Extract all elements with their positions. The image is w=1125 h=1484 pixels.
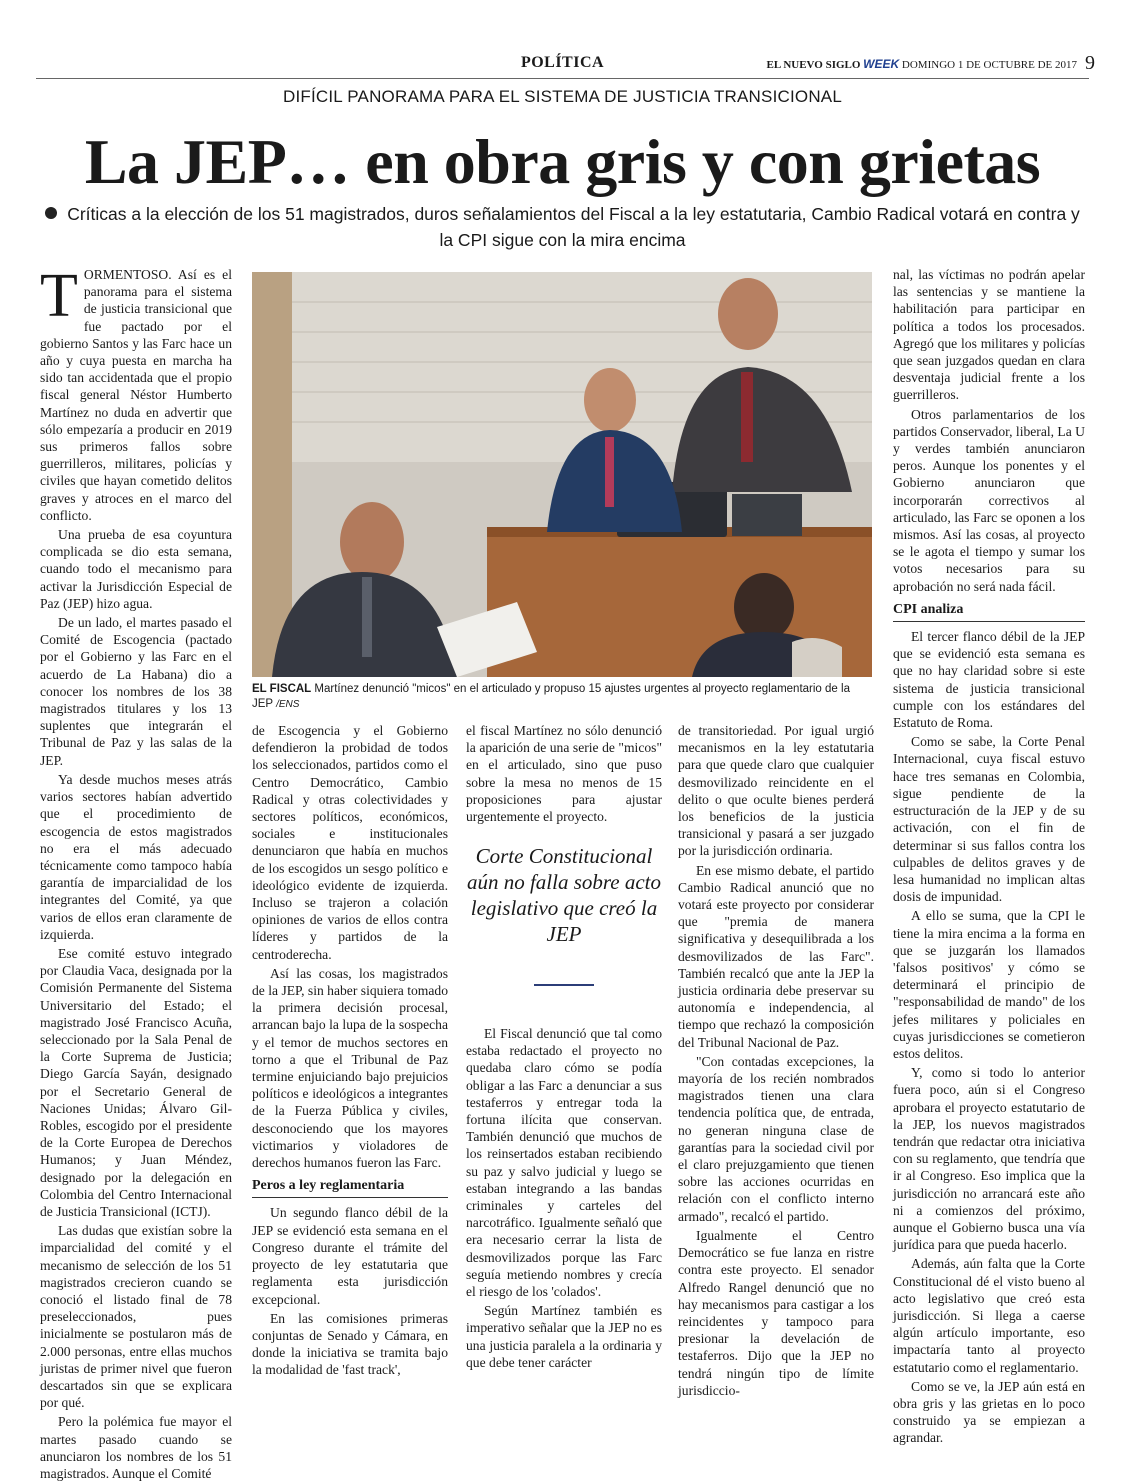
paragraph: de Escogencia y el Gobierno defendieron la probidad de todos los seleccionados, partidos como el Centro Democrático, Cambio Radical y otras colectividades y sectores políticos, económicos, sociales e institucionales denunciaron que había en muchos de los escogidos un sesgo político e ideológico evidente de izquierda. Incluso se trajeron a colación opiniones de varios de ellos contra líderes y partidos de la centroderecha. (252, 723, 448, 962)
column-5 (893, 266, 1085, 1449)
paragraph: Como se ve, la JEP aún está en obra gris y las grietas en lo poco construido ya se empiezan a agrandar. (893, 1378, 1085, 1446)
paragraph: de transitoriedad. Por igual urgió mecanismos en la ley estatutaria para que quede claro que cualquier desmovilizado reincidente en el delito o que oculte bienes perderá los beneficios de la justicia transicional y pasará a ser juzgado por la jurisdicción ordinaria. (678, 723, 874, 859)
subhead: CPI analiza (893, 601, 1085, 622)
column-4 (678, 722, 874, 1401)
paragraph: El tercer flanco débil de la JEP que se evidenció esta semana es que no hay claridad sobre si este sistema de justicia transicional cumple con los estándares del Estatuto de Roma. (893, 629, 1085, 731)
paragraph: Otros parlamentarios de los partidos Conservador, liberal, La U y verdes también anunciaron peros. Aunque los ponentes y el Gobierno anunciaron que incorporarán correctivos al articulado, las Farc se oponen a los mismos. Así las cosas, al proyecto se le agota el tiempo y sumar los votos necesarios para su aprobación no será nada fácil. (893, 406, 1085, 594)
photo-credit: /ENS (276, 699, 300, 710)
caption-label: EL FISCAL (252, 683, 312, 695)
paragraph: El Fiscal denunció que tal como estaba redactado el proyecto no quedaba claro cómo se podía obligar a las Farc a denunciar a sus testaferros y entregar toda la fortuna ilícita que conservan. También denunció que muchos de los reinsertados estaban recibiendo su paz y salvo judicial y luego se estaban integrando a las bandas criminales y carteles del narcotráfico. Igualmente señaló que era necesario cerrar la lista de desmovilizados porque las Farc seguía metiendo nombres y crecía el riesgo de los 'colados'. (466, 1026, 662, 1300)
section-label: POLÍTICA (520, 54, 605, 71)
paragraph: A ello se suma, que la CPI le tiene la mira encima a la forma en que se juzgarán los llamados 'falsos positivos' y cómo se determinará el principio de "responsabilidad de mando" de los jefes militares y policiales en cuyas jurisdicciones se cometieron estos delitos. (893, 908, 1085, 1061)
page-number: 9 (1085, 52, 1095, 74)
paragraph: "Con contadas excepciones, la mayoría de los recién nombrados magistrados tienen una clara tendencia política que, de entrada, no generan ninguna clase de garantías para la sociedad civil por el claro prejuzgamiento que tienen sobre las acciones ocurridas en relación con el conflicto interno armado", recalcó el partido. (678, 1053, 874, 1224)
column-1 (40, 262, 232, 1484)
paragraph: De un lado, el martes pasado el Comité de Escogencia (pactado por el Gobierno y las Farc en el acuerdo de La Habana) dio a conocer los nombres de los 38 magistrados titulares y los 13 suplentes que integrarán el Tribunal de Paz y las salas de la JEP. (40, 615, 232, 768)
header-rule (36, 78, 1089, 79)
caption-text: Martínez denunció "micos" en el articulado y propuso 15 ajustes urgentes al proyecto reglamentario de la JEP (252, 683, 850, 710)
photo (252, 272, 872, 677)
paragraph: Como se sabe, la Corte Penal Internacional, cuya fiscal estuvo hace tres semanas en Colombia, sigue pendiente de la estructuración de la JEP y de su activación, con el fin de determinar si sus fallos contra los culpables de delitos graves y de lesa humanidad no implican altas dosis de impunidad. (893, 734, 1085, 905)
headline: La JEP… en obra gris y con grietas (84, 126, 1041, 197)
bullet-icon (45, 207, 57, 219)
pull-quote-rule (534, 984, 594, 986)
newspaper-name: EL NUEVO SIGLO (766, 59, 861, 71)
edition-name: WEEK (863, 57, 900, 71)
drop-cap: T (40, 262, 78, 330)
paragraph: Pero la polémica fue mayor el martes pasado cuando se anunciaron los nombres de los 51 magistrados. Aunque el Comité (40, 1414, 232, 1482)
pull-quote: Corte Constitucional aún no falla sobre acto legislativo que creó la JEP (466, 844, 662, 946)
paragraph: Ya desde muchos meses atrás varios sectores habían advertido que el procedimiento de escogencia de estos magistrados no era el más adecuado técnicamente como tampoco había garantía de imparcialidad de los integrantes del Comité, ya que varios de ellos eran claramente de izquierda. (40, 771, 232, 942)
paragraph: Igualmente el Centro Democrático se fue lanza en ristre contra este proyecto. El senador Alfredo Rangel denunció que no hay mecanismos para castigar a los reincidentes y tampoco para presionar la develación de testaferros. Dijo que la JEP no tendrá ningún tipo de límite jurisdiccio- (678, 1227, 874, 1398)
column-2 (252, 722, 448, 1381)
column-3-continued (466, 1025, 662, 1373)
column-3 (466, 722, 662, 827)
paragraph: Según Martínez también es imperativo señalar que la JEP no es una justicia paralela a la ordinaria y que debe tener carácter (466, 1303, 662, 1370)
paragraph: Además, aún falta que la Corte Constitucional dé el visto bueno al acto legislativo que creó esta jurisdicción. Si llega a caerse algún artículo importante, eso impactaría tanto al proyecto estatutario como el reglamentario. (893, 1256, 1085, 1375)
paragraph: En ese mismo debate, el partido Cambio Radical anunció que no votará este proyecto por considerar que "premia de manera significativa y desequilibrada a los desmovilizados de las Farc". También recalcó que ante la JEP la justicia ordinaria debe preservar su autonomía e independencia, al tiempo que rechazó la composición del Tribunal Nacional de Paz. (678, 862, 874, 1050)
paragraph: Las dudas que existían sobre la imparcialidad del comité y el mecanismo de selección de los 51 magistrados crecieron cuando se conoció el listado final de 78 preseleccionados, pues inicialmente se postularon más de 2.000 personas, entre ellas muchos juristas de primer nivel que fueron descartados sin que se explicara por qué. (40, 1223, 232, 1411)
masthead-line (767, 57, 1078, 71)
deck (40, 201, 1085, 253)
paragraph: En las comisiones primeras conjuntas de Senado y Cámara, en donde la iniciativa se tramita bajo la modalidad de 'fast track', (252, 1310, 448, 1378)
photo-caption (252, 682, 872, 712)
deck-text: Críticas a la elección de los 51 magistrados, duros señalamientos del Fiscal a la ley estatutaria, Cambio Radical votará en contra y la CPI sigue con la mira encima (67, 204, 1080, 250)
paragraph: Así las cosas, los magistrados de la JEP, sin haber siquiera tomado la primera decisión procesal, arrancan bajo la lupa de la sospecha y el temor de muchos sectores en torno a que el Tribunal de Paz termine enjuiciando bajo prejuicios políticos e ideológicos a integrantes de la Fuerza Pública y civiles, desconociendo que los mayores victimarios y violadores de derechos humanos fueron las Farc. (252, 965, 448, 1171)
paragraph: Un segundo flanco débil de la JEP se evidenció esta semana en el Congreso durante el trámite del proyecto de ley estatutaria que reglamenta esta jurisdicción excepcional. (252, 1205, 448, 1307)
paragraph: el fiscal Martínez no sólo denunció la aparición de una serie de "micos" en el articulado, sino que puso sobre la mesa no menos de 15 proposiciones para ajustar urgentemente el proyecto. (466, 723, 662, 825)
kicker: DIFÍCIL PANORAMA PARA EL SISTEMA DE JUSTICIA TRANSICIONAL (283, 87, 842, 106)
paragraph: Ese comité estuvo integrado por Claudia Vaca, designada por la Comisión Permanente del Sistema Universitario del Estado; el magistrado José Francisco Acuña, seleccionado por la Sala Penal de la Corte Suprema de Justicia; Diego García Sayán, designado por el Secretario General de Naciones Unidas; Álvaro Gil-Robles, escogido por el presidente de la Corte Europea de Derechos Humanos; y Juan Méndez, designado por la delegación en Colombia del Centro Internacional de Justicia Transicional (ICTJ). (40, 945, 232, 1219)
subhead: Peros a ley reglamentaria (252, 1177, 448, 1198)
photo-illustration (252, 272, 872, 677)
paragraph: Y, como si todo lo anterior fuera poco, aún si el Congreso aprobara el proyecto estatutario de la JEP, los nuevos magistrados tendrán que redactar otra iniciativa con su reglamento, que tendría que ir al Congreso. Eso implica que la jurisdicción no arrancará este año ni a comienzos del próximo, aunque el Gobierno busca una vía jurídica para que pueda hacerlo. (893, 1065, 1085, 1253)
paragraph: Una prueba de esa coyuntura complicada se dio esta semana, cuando todo el mecanismo para activar la Jurisdicción Especial de Paz (JEP) hizo agua. (40, 527, 232, 611)
issue-date: DOMINGO 1 DE OCTUBRE DE 2017 (901, 59, 1077, 71)
paragraph: nal, las víctimas no podrán apelar las sentencias y se mantiene la habilitación para participar en política a todos los procesados. Agregó que los militares y policías que sean juzgados quedan en clara desventaja judicial frente a los guerrilleros. (893, 267, 1085, 403)
paragraph: TORMENTOSO. Así es el panorama para el sistema de justicia transicional que fue pactado por el gobierno Santos y las Farc hace un año y cuya puesta en marcha ha sido tan accidentada que el propio fiscal general Néstor Humberto Martínez no duda en advertir que sólo empezaría a producir en 2019 sus primeros fallos sobre guerrilleros, militares, policías y civiles que hayan cometido delitos graves y atroces en el marco del conflicto. (40, 262, 232, 523)
